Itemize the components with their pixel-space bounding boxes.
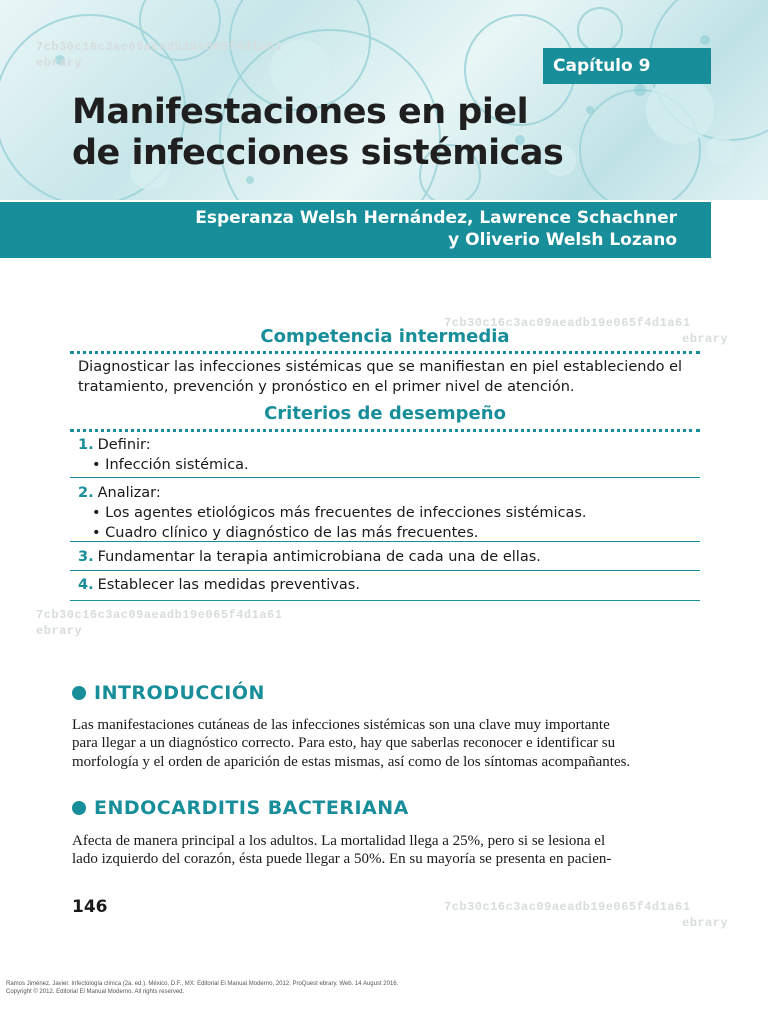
divider (70, 600, 700, 601)
dotted-divider (70, 351, 700, 354)
watermark: 7cb30c16c3ac09aeadb19e065f4d1a61 ebrary (36, 608, 283, 638)
list-item: 2. Analizar: • Los agentes etiológicos más frecuentes de infecciones sistémicas. • Cuadro clínico y diagnóstico de las más frecuentes. (78, 485, 587, 541)
dotted-divider (70, 429, 700, 432)
author-line: y Oliverio Welsh Lozano (448, 229, 677, 250)
list-item: 3. Fundamentar la terapia antimicrobiana de cada una de ellas. (78, 549, 541, 565)
introduccion-heading: INTRODUCCIÓN (72, 682, 265, 704)
title-line: Manifestaciones en piel (72, 92, 529, 132)
watermark: 7cb30c16c3ac09aeadb19e065f4d1a61 ebrary (36, 40, 283, 70)
endocarditis-text: Afecta de manera principal a los adultos. La mortalidad llega a 25%, pero si se lesiona el lado izquierdo del corazón, ésta puede llegar a 50%. En su mayoría se presenta en pacien- (72, 833, 612, 868)
list-item: 1. Definir: • Infección sistémica. (78, 437, 249, 473)
criterios-heading: Criterios de desempeño (264, 403, 506, 424)
competencia-text: Diagnosticar las infecciones sistémicas que se manifiestan en piel estableciendo el tratamiento, prevención y pronóstico en el primer nivel de atención. (78, 359, 683, 395)
divider (70, 477, 700, 478)
bullet-icon (72, 686, 86, 700)
chapter-title (72, 92, 592, 175)
competencia-heading: Competencia intermedia (260, 326, 510, 347)
bullet-icon (72, 801, 86, 815)
copyright-footer: Ramos Jiménez, Javier. Infectología clínica (2a. ed.). México, D.F., MX: Editorial El Manual Moderno, 2012. ProQuest ebrary. Web. 14 August 2016. Copyright © 2012. Editorial El Manual Moderno. All rights reserved. (6, 981, 399, 995)
list-item: 4. Establecer las medidas preventivas. (78, 577, 360, 593)
divider (70, 541, 700, 542)
divider (70, 570, 700, 571)
introduccion-text: Las manifestaciones cutáneas de las infecciones sistémicas son una clave muy importante para llegar a un diagnóstico correcto. Para esto, hay que saberlas reconocer e identificar su morfología y el orden de aparición de estas mismas, así como de los síntomas acompañantes. (72, 717, 631, 770)
title-line: de infecciones sistémicas (72, 133, 564, 174)
page-number: 146 (72, 897, 108, 917)
authors (0, 202, 711, 258)
watermark: 7cb30c16c3ac09aeadb19e065f4d1a61 ebrary (444, 900, 729, 930)
endocarditis-heading: ENDOCARDITIS BACTERIANA (72, 797, 409, 819)
author-line: Esperanza Welsh Hernández, Lawrence Schachner (195, 208, 677, 228)
chapter-label: Capítulo 9 (543, 48, 711, 84)
watermark: 7cb30c16c3ac09aeadb19e065f4d1a61 ebrary (444, 316, 729, 346)
